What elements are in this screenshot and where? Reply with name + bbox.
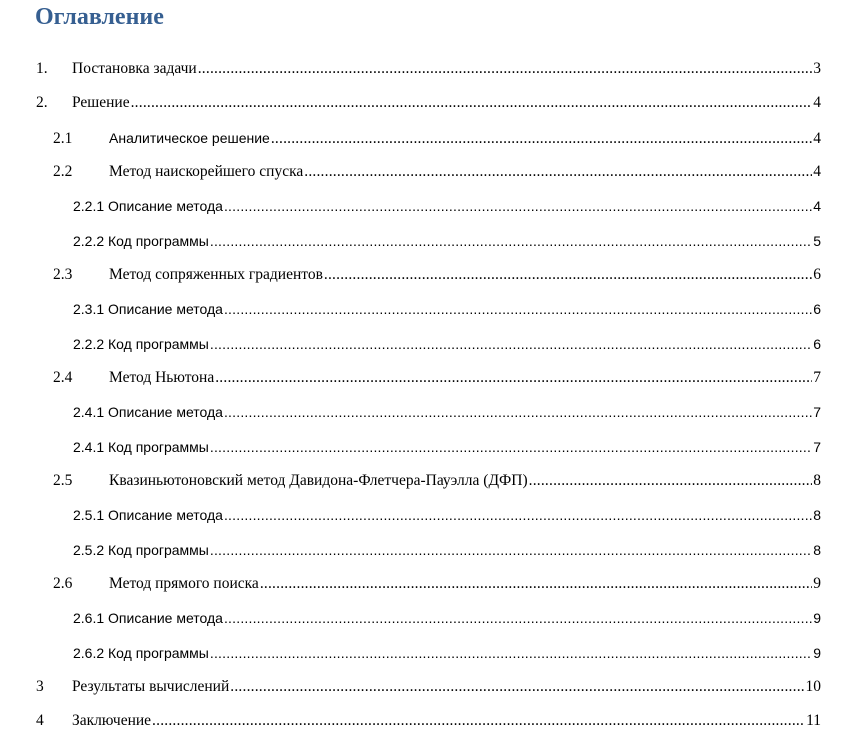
toc-entry-page: 9 — [813, 610, 821, 626]
toc-entry-title: 2.3.1 Описание метода — [73, 301, 223, 317]
toc-entry[interactable] — [53, 367, 821, 389]
toc-entry-page: 7 — [813, 369, 821, 386]
toc-heading: Оглавление — [35, 4, 164, 30]
toc-entry-title: 2.4.1 Описание метода — [73, 404, 223, 420]
toc-entry-title: Постановка задачи — [72, 60, 197, 77]
toc-entry[interactable] — [73, 230, 821, 252]
toc-leader-dots — [304, 161, 812, 183]
toc-entry-title: Результаты вычислений — [72, 678, 230, 695]
toc-entry-page: 10 — [805, 678, 821, 695]
toc-entry-page: 8 — [813, 507, 821, 523]
toc-entry-number: 4 — [36, 712, 44, 729]
toc-entry[interactable] — [73, 195, 821, 217]
toc-entry-page: 6 — [813, 266, 821, 283]
toc-leader-dots — [271, 128, 812, 150]
toc-leader-dots — [324, 264, 812, 286]
toc-leader-dots — [198, 58, 813, 80]
toc-entry-page: 9 — [813, 645, 821, 661]
toc-entry-page: 8 — [813, 542, 821, 558]
toc-leader-dots — [224, 195, 812, 217]
toc-entry-number: 3 — [36, 678, 44, 695]
toc-entry-page: 8 — [813, 472, 821, 489]
toc-entry[interactable] — [53, 470, 821, 492]
toc-entry[interactable] — [36, 710, 821, 732]
toc-entry-number: 2.5 — [53, 472, 73, 489]
toc-entry[interactable] — [53, 573, 821, 595]
toc-entry-page: 4 — [813, 163, 821, 180]
toc-entry[interactable] — [36, 676, 821, 698]
toc-leader-dots — [215, 367, 812, 389]
toc-entry[interactable] — [73, 539, 821, 561]
toc-entry[interactable] — [73, 333, 821, 355]
toc-entry-title: Аналитическое решение — [109, 130, 270, 146]
toc-entry-number: 2.2 — [53, 163, 73, 180]
toc-leader-dots — [224, 607, 812, 629]
toc-entry[interactable] — [36, 92, 821, 114]
toc-entry[interactable] — [73, 401, 821, 423]
toc-leader-dots — [230, 676, 804, 698]
toc-entry-number: 2.6 — [53, 575, 73, 592]
toc-entry-page: 6 — [813, 301, 821, 317]
toc-entry-number: 2. — [36, 94, 48, 111]
toc-entry-page: 7 — [813, 439, 821, 455]
toc-entry-title: Квазиньютоновский метод Давидона-Флетчера-Пауэлла (ДФП) — [109, 472, 528, 489]
toc-entry-title: Заключение — [72, 712, 152, 729]
toc-entry-title: 2.2.2 Код программы — [73, 233, 209, 249]
toc-entry-title: Метод сопряженных градиентов — [109, 266, 323, 283]
toc-entry-page: 4 — [813, 94, 821, 111]
toc-leader-dots — [210, 436, 812, 458]
toc-entry-page: 9 — [813, 575, 821, 592]
toc-leader-dots — [224, 504, 812, 526]
toc-leader-dots — [210, 333, 812, 355]
toc-leader-dots — [152, 710, 805, 732]
toc-entry-number: 2.4 — [53, 369, 73, 386]
toc-leader-dots — [224, 401, 812, 423]
toc-entry-title: 2.5.1 Описание метода — [73, 507, 223, 523]
toc-leader-dots — [131, 92, 813, 114]
toc-entry-title: 2.2.1 Описание метода — [73, 198, 223, 214]
toc-entry-number: 2.3 — [53, 266, 73, 283]
toc-entry-title: Решение — [72, 94, 130, 111]
toc-entry[interactable] — [73, 642, 821, 664]
toc-leader-dots — [210, 230, 812, 252]
toc-entry-title: 2.5.2 Код программы — [73, 542, 209, 558]
toc-entry-page: 11 — [806, 712, 821, 729]
toc-entry[interactable] — [36, 58, 821, 80]
toc-entry-title: 2.2.2 Код программы — [73, 336, 209, 352]
toc-entry-title: 2.4.1 Код программы — [73, 439, 209, 455]
toc-entry[interactable] — [73, 504, 821, 526]
toc-leader-dots — [529, 470, 813, 492]
toc-leader-dots — [210, 539, 812, 561]
toc-entry[interactable] — [73, 607, 821, 629]
toc-entry[interactable] — [53, 161, 821, 183]
toc-entry-page: 4 — [813, 198, 821, 214]
toc-entry-title: 2.6.2 Код программы — [73, 645, 209, 661]
toc-entry-page: 5 — [813, 233, 821, 249]
toc-entry[interactable] — [53, 264, 821, 286]
toc-entry-title: Метод прямого поиска — [109, 575, 259, 592]
toc-entry[interactable] — [53, 127, 821, 149]
toc-entry-title: Метод наискорейшего спуска — [109, 163, 304, 180]
toc-leader-dots — [260, 573, 812, 595]
toc-entry[interactable] — [73, 298, 821, 320]
toc-entry-page: 3 — [813, 60, 821, 77]
toc-entry-page: 7 — [813, 404, 821, 420]
toc-entry-page: 4 — [813, 130, 821, 147]
toc-entry[interactable] — [73, 436, 821, 458]
toc-entry-number: 1. — [36, 60, 48, 77]
toc-entry-title: 2.6.1 Описание метода — [73, 610, 223, 626]
toc-entry-number: 2.1 — [53, 130, 73, 147]
toc-leader-dots — [224, 298, 812, 320]
toc-entry-title: Метод Ньютона — [109, 369, 215, 386]
toc-leader-dots — [210, 642, 812, 664]
toc-entry-page: 6 — [813, 336, 821, 352]
